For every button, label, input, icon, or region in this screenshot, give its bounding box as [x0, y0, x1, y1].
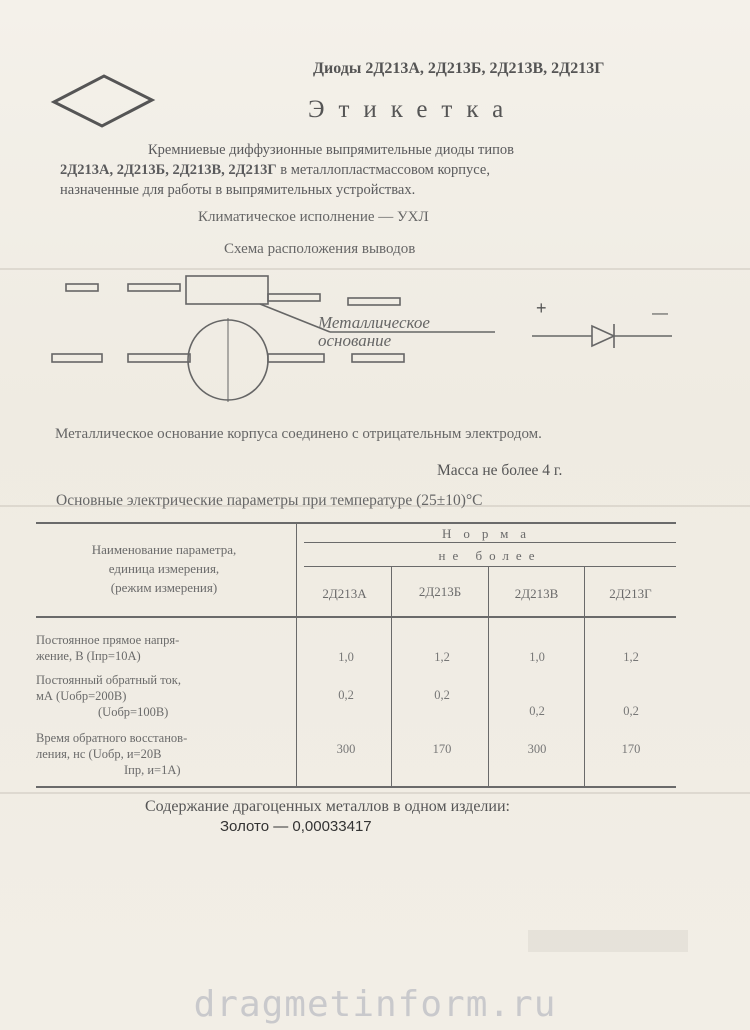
- label-line: жение, В (Iпр=10А): [36, 649, 141, 663]
- lead-icon: [128, 354, 190, 362]
- table-cell: 0,2: [434, 688, 450, 702]
- gold-content: Золото — 0,00033417: [220, 818, 372, 835]
- table-cell: 1,0: [529, 650, 545, 664]
- lead-icon: [268, 354, 324, 362]
- column-header: 2Д213Б: [418, 584, 462, 599]
- pinout-scheme-title: Схема расположения выводов: [224, 241, 416, 257]
- column-header: 2Д213Г: [609, 586, 652, 601]
- table-cell: 1,2: [623, 650, 639, 664]
- factory-logo-icon: [48, 72, 158, 130]
- lead-icon: [52, 354, 102, 362]
- table-cell: 300: [336, 742, 356, 756]
- label-line: (Uобр=100В): [98, 705, 169, 719]
- header-line: (режим измерения): [110, 580, 218, 595]
- plus-sign: +: [536, 298, 547, 318]
- table-cell: 300: [527, 742, 547, 756]
- pinout-diagram: [40, 262, 700, 422]
- diode-symbol-icon: [592, 326, 614, 346]
- base-connection-note: Металлическое основание корпуса соединено с отрицательным электродом.: [55, 426, 542, 442]
- mass-note: Масса не более 4 г.: [437, 462, 563, 479]
- lead-icon: [128, 284, 180, 291]
- table-rule: [36, 786, 676, 788]
- intro-line-2-rest: в металлопластмассовом корпусе,: [276, 162, 490, 178]
- table-cell: 1,2: [434, 650, 450, 664]
- table-rule: [304, 542, 676, 543]
- label-line: ления, нс (Uобр, и=20В: [36, 747, 162, 761]
- climate-version: Климатическое исполнение — УХЛ: [198, 209, 429, 225]
- minus-sign: —: [652, 305, 668, 322]
- table-cell: 0,2: [529, 704, 545, 718]
- document-header: Диоды 2Д213А, 2Д213Б, 2Д213В, 2Д213Г: [313, 60, 605, 77]
- table-cell: 170: [621, 742, 641, 756]
- lead-icon: [352, 354, 404, 362]
- column-header: 2Д213А: [322, 586, 367, 601]
- watermark: dragmetinform.ru: [193, 984, 557, 1025]
- label-line: мА (Uобр=200В): [36, 689, 127, 703]
- faded-stamp: [528, 930, 688, 952]
- table-cell: 0,2: [623, 704, 639, 718]
- intro-types: 2Д213А, 2Д213Б, 2Д213В, 2Д213Г: [60, 162, 277, 178]
- column-header: 2Д213В: [514, 586, 559, 601]
- lead-icon: [268, 294, 320, 301]
- header-line: Наименование параметра,: [91, 542, 237, 557]
- parameters-table: [36, 518, 676, 790]
- param-column-header: [36, 540, 292, 597]
- intro-line-2: [60, 160, 680, 180]
- table-row-label: [36, 730, 187, 778]
- diode-body-side-icon: [186, 276, 268, 304]
- table-rule: [304, 566, 676, 567]
- table-rule: [296, 522, 297, 786]
- precious-metals-title: Содержание драгоценных металлов в одном изделии:: [145, 798, 510, 815]
- table-row-label: [36, 672, 181, 720]
- norm-subheader: не более: [438, 548, 542, 563]
- intro-paragraph: [60, 140, 680, 200]
- params-title: Основные электрические параметры при температуре (25±10)°С: [56, 492, 483, 509]
- table-cell: 1,0: [338, 650, 354, 664]
- label-line: Постоянное прямое напря-: [36, 633, 180, 647]
- fold-line: [0, 792, 750, 794]
- header-line: единица измерения,: [108, 561, 220, 576]
- label-line: Время обратного восстанов-: [36, 731, 188, 745]
- label-line: Iпр, и=1А): [124, 763, 181, 777]
- annotation-text: Металлическое: [318, 313, 430, 332]
- intro-line-3: назначенные для работы в выпрямительных устройствах.: [60, 182, 416, 198]
- table-rule: [36, 522, 676, 524]
- table-cell: 0,2: [338, 688, 354, 702]
- annotation-text: основание: [318, 331, 392, 350]
- intro-line-1: Кремниевые диффузионные выпрямительные диоды типов: [148, 142, 514, 158]
- page-title: Этикетка: [308, 96, 518, 123]
- table-cell: 170: [432, 742, 452, 756]
- table-row-label: [36, 632, 179, 664]
- table-rule: [36, 616, 676, 618]
- lead-icon: [66, 284, 98, 291]
- norm-header: Норма: [441, 526, 539, 541]
- label-line: Постоянный обратный ток,: [36, 673, 181, 687]
- lead-icon: [348, 298, 400, 305]
